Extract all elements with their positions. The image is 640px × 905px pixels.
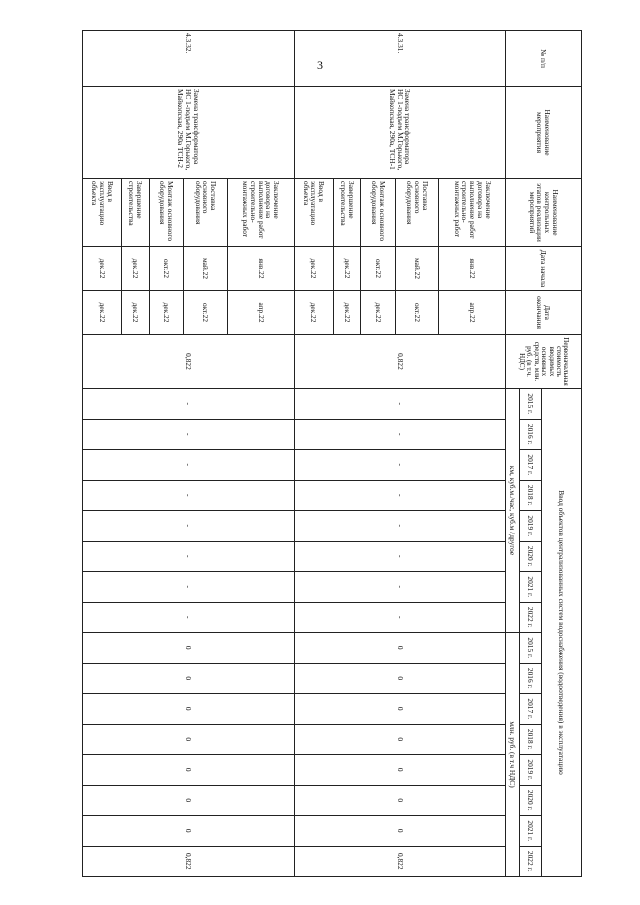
header-group-title: Ввод объектов централизованных систем водоснабжения (водоотведения) в эксплуатацию (542, 389, 582, 877)
stage-end: дек.22 (122, 291, 150, 335)
stage-start: янв.22 (439, 247, 506, 291)
capacity-value: - (294, 450, 505, 481)
header-name: Наименование мероприятия (506, 87, 582, 179)
capacity-value: - (83, 450, 295, 481)
stage-end: апр.22 (227, 291, 294, 335)
investment-table-rotated (82, 30, 582, 876)
stage-name: Завершение строительства (122, 179, 150, 247)
stage-name: Поставка основного оборудования (395, 179, 439, 247)
capacity-value: - (294, 572, 505, 603)
table-row (227, 31, 294, 877)
stage-start: окт.22 (361, 247, 395, 291)
row-cost: 0,822 (83, 335, 295, 389)
money-value: 0 (83, 663, 295, 694)
header-number: № п/п (506, 31, 582, 87)
year-header-capacity: 2019 г. (520, 511, 542, 542)
stage-name: Ввод в эксплуатацию объекта (294, 179, 333, 247)
year-header-money: 2019 г. (520, 755, 542, 786)
stage-start: май.22 (184, 247, 228, 291)
stage-name: Ввод в эксплуатацию объекта (83, 179, 122, 247)
money-value: 0 (294, 633, 505, 664)
table-body (83, 31, 506, 877)
stage-start: дек.22 (294, 247, 333, 291)
year-header-money: 2016 г. (520, 663, 542, 694)
header-cost: Первоначальная стоимость вводимых основных средств, млн. руб. (в т.ч. НДС) (506, 335, 582, 389)
capacity-value: - (294, 602, 505, 633)
capacity-value: - (83, 511, 295, 542)
stage-start: дек.22 (83, 247, 122, 291)
investment-table (82, 30, 582, 877)
year-header-capacity: 2022 г. (520, 602, 542, 633)
money-value: 0 (83, 694, 295, 725)
row-name: Замена трансформатора НС 1-подъем М.Горького, Майкопская, 290а, ТСН-1 (294, 87, 505, 179)
money-value: 0 (83, 785, 295, 816)
year-header-capacity: 2015 г. (520, 389, 542, 420)
capacity-value: - (83, 541, 295, 572)
stage-start: янв.22 (227, 247, 294, 291)
stage-end: дек.22 (294, 291, 333, 335)
money-value: 0,822 (294, 846, 505, 877)
stage-end: дек.22 (83, 291, 122, 335)
header-end: Дата окончания (506, 291, 582, 335)
stage-name: Завершение строительства (333, 179, 361, 247)
stage-name: Заключение договора на выполнение работ строительно-монтажных работ (227, 179, 294, 247)
capacity-value: - (83, 572, 295, 603)
money-value: 0 (294, 755, 505, 786)
year-header-capacity: 2018 г. (520, 480, 542, 511)
stage-name: Заключение договора на выполнение работ строительно-монтажных работ (439, 179, 506, 247)
capacity-value: - (83, 389, 295, 420)
year-header-money: 2021 г. (520, 816, 542, 847)
money-value: 0 (83, 816, 295, 847)
capacity-value: - (294, 511, 505, 542)
money-value: 0 (294, 785, 505, 816)
header-controls: Наименование контрольных этапов реализации мероприятий (506, 179, 582, 247)
money-value: 0 (83, 633, 295, 664)
year-header-capacity: 2020 г. (520, 541, 542, 572)
row-name: Замена трансформатора НС 1-подъем М.Горького, Майкопская, 290а ТСН-2 (83, 87, 295, 179)
stage-start: май.22 (395, 247, 439, 291)
stage-end: дек.22 (361, 291, 395, 335)
capacity-value: - (294, 389, 505, 420)
money-value: 0 (83, 724, 295, 755)
capacity-value: - (83, 602, 295, 633)
row-cost: 0,822 (294, 335, 505, 389)
stage-end: дек.22 (149, 291, 183, 335)
table-header (506, 31, 582, 877)
money-value: 0 (83, 755, 295, 786)
header-start: Дата начала (506, 247, 582, 291)
capacity-value: - (294, 419, 505, 450)
money-value: 0 (294, 663, 505, 694)
capacity-value: - (294, 541, 505, 572)
stage-end: окт.22 (184, 291, 228, 335)
year-header-capacity: 2021 г. (520, 572, 542, 603)
stage-start: окт.22 (149, 247, 183, 291)
year-header-capacity: 2016 г. (520, 419, 542, 450)
capacity-value: - (83, 480, 295, 511)
money-value: 0 (294, 816, 505, 847)
stage-end: окт.22 (395, 291, 439, 335)
money-value: 0,822 (83, 846, 295, 877)
header-unit-money: млн. руб. (в т.ч НДС) (506, 633, 520, 877)
capacity-value: - (83, 419, 295, 450)
year-header-money: 2017 г. (520, 694, 542, 725)
stage-name: Монтаж основного оборудования (361, 179, 395, 247)
stage-end: дек.22 (333, 291, 361, 335)
money-value: 0 (294, 724, 505, 755)
header-unit-capacity: км, куб.м./час, куб.м /другое (506, 389, 520, 633)
page-number: 3 (317, 58, 323, 72)
year-header-money: 2018 г. (520, 724, 542, 755)
money-value: 0 (294, 694, 505, 725)
row-number: 4.3.32. (83, 31, 295, 87)
stage-name: Монтаж основного оборудования (149, 179, 183, 247)
stage-name: Поставка основного оборудования (184, 179, 228, 247)
stage-start: дек.22 (333, 247, 361, 291)
row-number: 4.3.31. (294, 31, 505, 87)
year-header-money: 2015 г. (520, 633, 542, 664)
year-header-money: 2020 г. (520, 785, 542, 816)
capacity-value: - (294, 480, 505, 511)
year-header-money: 2022 г. (520, 846, 542, 877)
table-row (439, 31, 506, 877)
year-header-capacity: 2017 г. (520, 450, 542, 481)
stage-end: апр.22 (439, 291, 506, 335)
stage-start: дек.22 (122, 247, 150, 291)
